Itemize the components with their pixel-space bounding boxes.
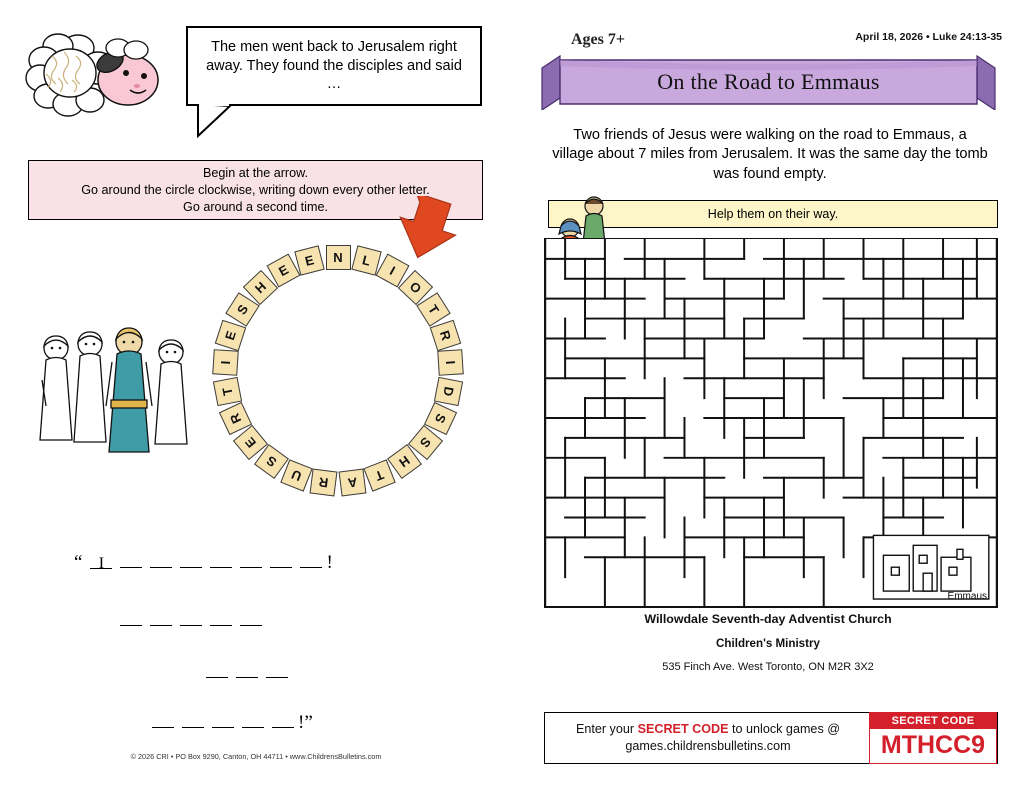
instruction-line-1: Begin at the arrow. (202, 165, 308, 180)
instruction-line-2: Go around the circle clockwise, writing down every other letter. (81, 182, 430, 197)
circle-letter-cell: S (225, 292, 260, 327)
answer-line-1[interactable]: “ I ! (74, 552, 333, 573)
answer-line-4[interactable]: !” (148, 712, 313, 734)
secret-code-instructions (545, 713, 871, 763)
secret-highlight: SECRET CODE (637, 722, 729, 736)
circle-letter-cell: R (219, 401, 252, 434)
secret-code-box (544, 712, 998, 764)
circle-letter-cell: I (375, 254, 409, 288)
circle-letter-cell: E (267, 254, 301, 288)
speech-bubble: The men went back to Jerusalem right away. They found the disciples and said … (186, 26, 482, 106)
circle-letter-cell: I (438, 350, 465, 377)
maze-walls (545, 239, 997, 607)
circle-letter-cell: L (351, 245, 381, 275)
church-name: Willowdale Seventh-day Adventist Church (644, 612, 892, 626)
circle-letter-cell: E (233, 424, 268, 459)
circle-letter-cell: R (430, 319, 462, 351)
circle-letter-cell: T (363, 459, 395, 491)
page-title: On the Road to Emmaus (657, 69, 880, 94)
intro-paragraph: Two friends of Jesus were walking on the road to Emmaus, a village about 7 miles from Jerusalem. It was the same day the tomb was found empty. (552, 127, 988, 182)
circle-letter-cell: D (434, 377, 463, 406)
secret-pre: Enter your (575, 722, 638, 736)
instruction-line-3: Go around a second time. (183, 199, 328, 214)
circle-letter-cell: R (310, 468, 338, 496)
circle-letter-cell: A (338, 468, 366, 496)
help-instruction-bar: Help them on their way. (548, 200, 998, 228)
maze-puzzle[interactable] (544, 238, 998, 608)
secret-post: to unlock games @ (728, 722, 841, 736)
circle-letter-cell: H (387, 444, 422, 479)
circle-letter-cell: T (416, 292, 451, 327)
circle-letter-cell: O (398, 270, 433, 305)
secret-code-badge-label: SECRET CODE (870, 713, 996, 729)
ages-label: Ages 7+ (571, 31, 625, 48)
circle-letter-cell: S (254, 444, 289, 479)
disciples-illustration (28, 322, 208, 502)
date-scripture-reference: April 18, 2026 • Luke 24:13-35 (855, 31, 1002, 43)
copyright-notice: © 2026 CRI • PO Box 9290, Canton, OH 44711 • www.ChildrensBulletins.com (130, 752, 382, 761)
secret-code-url[interactable]: games.childrensbulletins.com (625, 739, 791, 753)
circle-letter-cell: I (212, 350, 239, 377)
circle-letter-cell: N (326, 245, 351, 270)
circle-letter-cell: U (280, 459, 312, 491)
maze-destination-label: Emmaus (947, 591, 987, 602)
circle-letter-cell: E (295, 245, 325, 275)
church-info (512, 612, 1024, 673)
right-page (512, 0, 1024, 791)
circle-letter-cell: T (212, 377, 241, 406)
circle-letter-cell: S (407, 424, 442, 459)
circle-letter-cell: E (215, 319, 247, 351)
speech-bubble-tail (196, 104, 242, 138)
circle-letter-cell: S (424, 401, 457, 434)
answer-line-3[interactable] (202, 664, 292, 683)
secret-code-line-1 (576, 721, 840, 738)
circle-letter-cell: H (243, 270, 278, 305)
answer-line-2[interactable] (116, 612, 266, 631)
ministry-name: Children's Ministry (716, 637, 820, 650)
title-banner (540, 54, 997, 110)
letter-circle-puzzle (212, 244, 464, 496)
sheep-illustration (18, 18, 178, 128)
answer-blanks (60, 540, 460, 740)
secret-code-badge (869, 712, 997, 764)
secret-code-value: MTHCC9 (880, 731, 986, 759)
church-address: 535 Finch Ave. West Toronto, ON M2R 3X2 (662, 661, 874, 673)
